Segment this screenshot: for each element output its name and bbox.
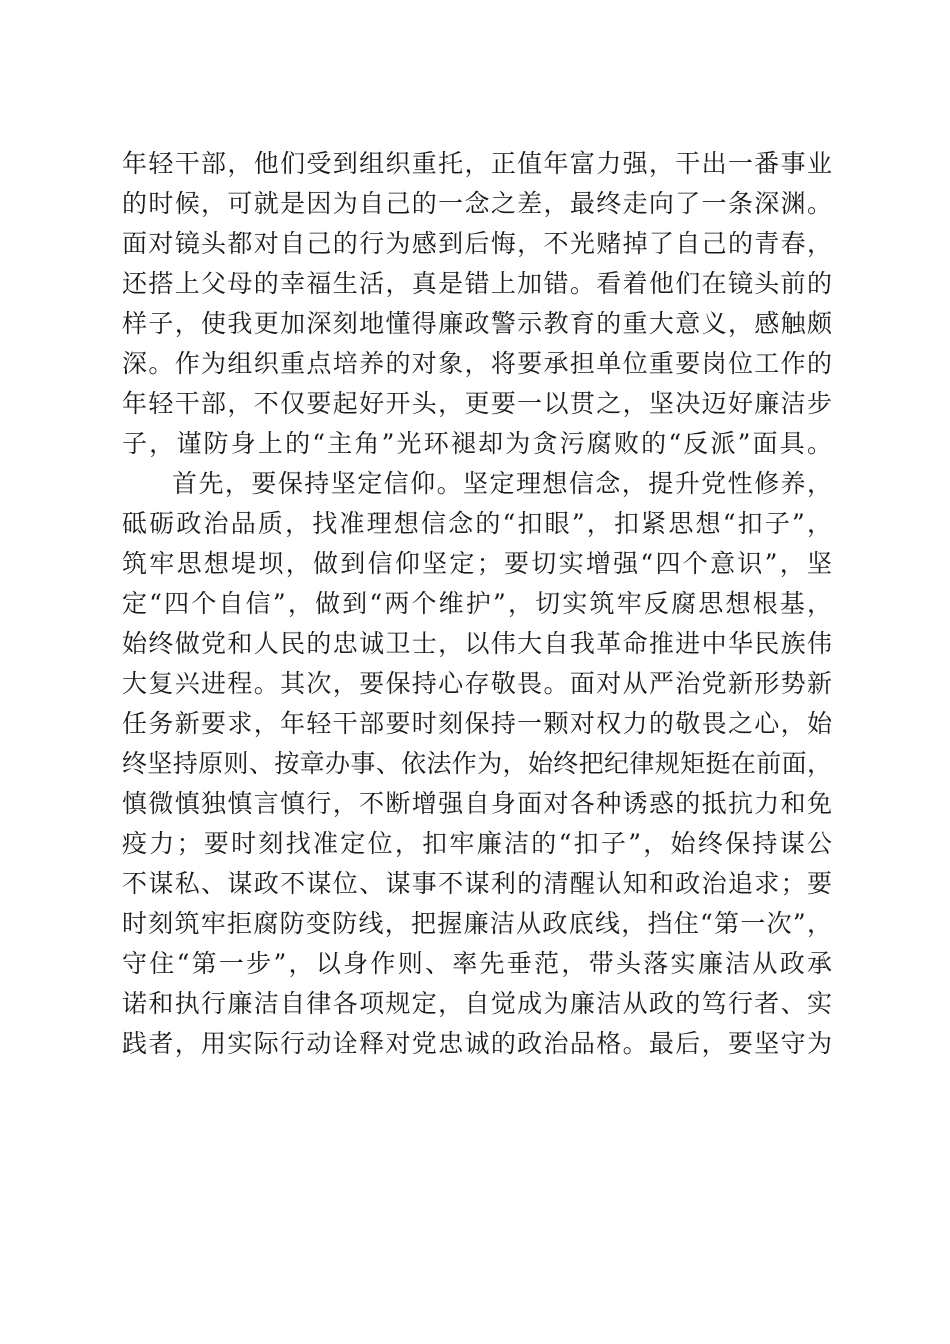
paragraph-first-line: 首先，要保持坚定信仰。坚定理想信念，提升党性修养， bbox=[172, 469, 832, 498]
text-line: 的时候，可就是因为自己的一念之差，最终走向了一条深渊。 bbox=[122, 189, 832, 218]
text-line: 诺和执行廉洁自律各项规定，自觉成为廉洁从政的笃行者、实 bbox=[122, 989, 832, 1018]
text-line: 终坚持原则、按章办事、依法作为，始终把纪律规矩挺在前面， bbox=[122, 749, 832, 778]
text-line: 大复兴进程。其次，要保持心存敬畏。面对从严治党新形势新 bbox=[122, 669, 832, 698]
text-line: 还搭上父母的幸福生活，真是错上加错。看着他们在镜头前的 bbox=[122, 269, 832, 298]
text-line: 定“四个自信”，做到“两个维护”，切实筑牢反腐思想根基， bbox=[122, 589, 832, 618]
text-line: 慎微慎独慎言慎行，不断增强自身面对各种诱惑的抵抗力和免 bbox=[122, 789, 832, 818]
text-line: 筑牢思想堤坝，做到信仰坚定；要切实增强“四个意识”，坚 bbox=[122, 549, 832, 578]
text-line: 任务新要求，年轻干部要时刻保持一颗对权力的敬畏之心，始 bbox=[122, 709, 832, 738]
text-line: 不谋私、谋政不谋位、谋事不谋利的清醒认知和政治追求；要 bbox=[122, 869, 832, 898]
text-line: 子，谨防身上的“主角”光环褪却为贪污腐败的“反派”面具。 bbox=[122, 429, 832, 458]
text-line: 样子，使我更加深刻地懂得廉政警示教育的重大意义，感触颇 bbox=[122, 309, 832, 338]
text-line: 守住“第一步”，以身作则、率先垂范，带头落实廉洁从政承 bbox=[122, 949, 832, 978]
text-line: 始终做党和人民的忠诚卫士，以伟大自我革命推进中华民族伟 bbox=[122, 629, 832, 658]
text-line: 疫力；要时刻找准定位，扣牢廉洁的“扣子”，始终保持谋公 bbox=[122, 829, 832, 858]
text-line: 面对镜头都对自己的行为感到后悔，不光赌掉了自己的青春， bbox=[122, 229, 832, 258]
text-line: 砥砺政治品质，找准理想信念的“扣眼”，扣紧思想“扣子”， bbox=[122, 509, 832, 538]
text-line: 年轻干部，不仅要起好开头，更要一以贯之，坚决迈好廉洁步 bbox=[122, 389, 832, 418]
text-line: 深。作为组织重点培养的对象，将要承担单位重要岗位工作的 bbox=[122, 349, 832, 378]
text-line: 时刻筑牢拒腐防变防线，把握廉洁从政底线，挡住“第一次”， bbox=[122, 909, 832, 938]
text-line: 践者，用实际行动诠释对党忠诚的政治品格。最后，要坚守为 bbox=[122, 1029, 832, 1058]
text-line: 年轻干部，他们受到组织重托，正值年富力强，干出一番事业 bbox=[122, 149, 832, 178]
